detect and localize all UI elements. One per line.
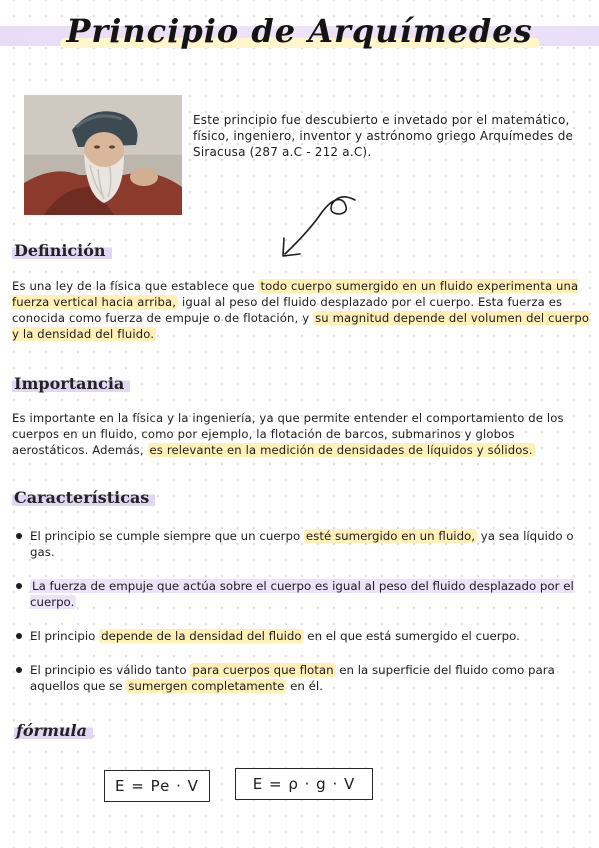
definicion-text-2: igual al peso del fluido desplazado por el cuerpo. Esta fuerza es conocida como fuerza de empuje o de flotación, y	[12, 295, 563, 325]
list-item: La fuerza de empuje que actúa sobre el cuerpo es igual al peso del fluido desplazado por el cuerpo.	[14, 578, 588, 610]
archimedes-portrait	[24, 95, 182, 215]
curly-arrow-icon	[270, 192, 370, 267]
section-heading-definicion: Definición	[12, 241, 112, 260]
list-item: El principio se cumple siempre que un cuerpo esté sumergido en un fluido, ya sea líquido o gas.	[14, 528, 588, 560]
section-heading-importancia: Importancia	[12, 374, 130, 393]
section-heading-formula: fórmula	[14, 721, 93, 740]
intro-text: Este principio fue descubierto e invetado por el matemático, físico, ingeniero, inventor y astrónomo griego Arquímedes de Siracusa (287 a.C - 212 a.C).	[193, 113, 574, 159]
page-title: Principio de Arquímedes	[66, 12, 533, 50]
section-heading-caracteristicas: Características	[12, 488, 155, 507]
importancia-paragraph	[12, 410, 590, 458]
list-item: El principio es válido tanto para cuerpos que flotan en la superficie del fluido como para aquellos que se sumergen completamente en él.	[14, 662, 588, 694]
list-item: El principio depende de la densidad del fluido en el que está sumergido el cuerpo.	[14, 628, 588, 644]
importancia-text: Es importante en la física y la ingeniería, ya que permite entender el comportamiento de los cuerpos en un fluido, como por ejemplo, la flotación de barcos, submarinos y globos aerostáticos. Además,	[12, 411, 564, 457]
definicion-highlight-1: todo cuerpo sumergido en un fluido experimenta una fuerza vertical hacia arriba,	[12, 279, 579, 309]
definicion-paragraph	[12, 278, 590, 342]
definicion-text-1: Es una ley de la física que establece que	[12, 279, 259, 293]
caracteristicas-list	[14, 528, 588, 712]
definicion-highlight-2: su magnitud depende del volumen del cuerpo y la densidad del fluido.	[12, 311, 590, 341]
formula-box-2: E = ρ · g · V	[235, 768, 373, 800]
importancia-highlight: es relevante en la medición de densidades de líquidos y sólidos.	[149, 443, 533, 457]
formula-box-1: E = Pe · V	[104, 770, 210, 802]
